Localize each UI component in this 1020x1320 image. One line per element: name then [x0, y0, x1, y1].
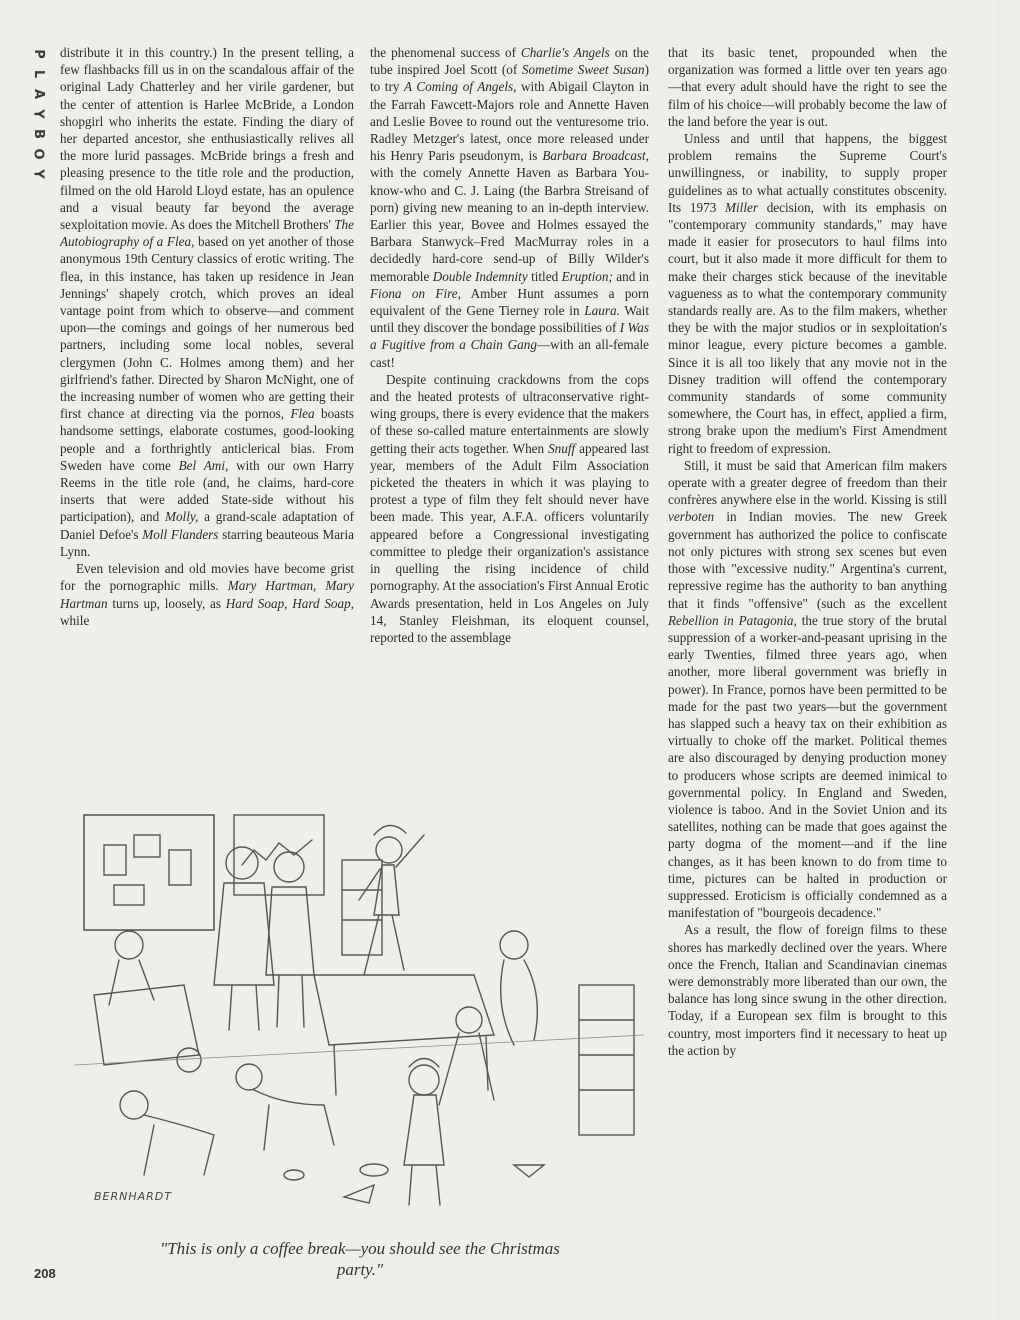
text-column-3 — [668, 44, 947, 1059]
office-party-cartoon — [74, 805, 644, 1220]
text-column-2 — [370, 44, 649, 646]
paragraph: Even television and old movies have become grist for the pornographic mills. Mary Hartman, Mary Hartman turns up, loosely, as Hard Soap, Hard Soap, while — [60, 561, 354, 628]
paragraph: Despite continuing crackdowns from the cops and the heated protests of ultraconservative right-wing groups, there is every evidence that the makers of these so-called mature entertainments are slowly getting their acts together. When Snuff appeared last year, members of the Adult Film Association picketed the theaters in which it was playing to protest a type of film they felt should never have been made. This year, A.F.A. officers voluntarily appeared before a Congressional investigating committee to pledge their organization's assistance in quelling the rising incidence of child pornography. At the association's First Annual Erotic Awards presentation, held in Los Angeles on July 14, Stanley Fleishman, its eloquent counsel, reported to the assemblage — [370, 371, 649, 645]
masthead-letter: A — [31, 88, 46, 100]
masthead-letter: P — [31, 49, 46, 59]
cartoon-caption: "This is only a coffee break—you should see the Christmas party." — [160, 1239, 560, 1279]
text-column-1 — [60, 44, 354, 629]
masthead-letter: Y — [30, 109, 46, 119]
masthead-letter: Y — [30, 169, 46, 179]
paragraph: the phenomenal success of Charlie's Angels on the tube inspired Joel Scott (of Sometime Sweet Susan) to try A Coming of Angels, with Abigail Clayton in the Farrah Fawcett-Majors role and Annette Haven and Leslie Bovee to round out the venturesome trio. Radley Metzger's latest, once more released under his Henry Paris pseudonym, is Barbara Broadcast, with the comely Annette Haven as Barbara You-know-who and C. J. Laing (the Barbra Streisand of porn) giving new meaning to an in-depth interview. Earlier this year, Bovee and Holmes essayed the Barbara Stanwyck–Fred MacMurray roles in a decidedly hard-core send-up of Billy Wilder's memorable Double Indemnity titled Eruption; and in Fiona on Fire, Amber Hunt assumes a porn equivalent of the Gene Tierney role in Laura. Wait until they discover the bondage possibilities of I Was a Fugitive from a Chain Gang—with an all-female cast! — [370, 45, 650, 370]
playboy-masthead — [30, 44, 46, 184]
masthead-letter: L — [30, 69, 46, 79]
paragraph: Unless and until that happens, the biggest problem remains the Supreme Court's unwillingness, or inability, to supply proper guidelines as to what actually constitutes obscenity. Its 1973 Miller decision, with its emphasis on "contemporary community standards," may have made it easier for prosecutors to haul films into court, but it also made it more difficult for them to make their charges stick because of the inevitable vagueness as to what the contemporary community standards really are. As to the film makers, whether they be with the major studios or in sexploitation's minor league, every picture becomes a gamble. Since it is all too likely that any movie not in the Disney tradition will offend the contemporary community standards of some community somewhere, the Court has, in effect, applied a firm, strong brake upon the medium's First Amendment right to freedom of expression. — [668, 131, 948, 456]
paragraph: that its basic tenet, propounded when the organization was formed a little over ten years ago—that every adult should have the right to see the film of his choice—will probably become the law of the land before the year is out. — [668, 45, 947, 129]
paragraph: As a result, the flow of foreign films to these shores has markedly declined over the years. Where once the French, Italian and Scandinavian cinemas were demonstrably more liberated than our own, the balance has long since swung in the other direction. Today, if a European sex film is brought to this country, most importers find it necessary to heat up the action by — [668, 922, 947, 1058]
masthead-letter: B — [30, 129, 46, 139]
paragraph: Still, it must be said that American film makers operate with a greater degree of freedom than their confrères anywhere else in the world. Kissing is still verboten in Indian movies. The new Greek government has authorized the police to confiscate not only pictures with strong sex scenes but even those with "excessive nudity." Argentina's current, repressive regime has the authority to ban anything that it finds "offensive" (such as the excellent Rebellion in Patagonia, the true story of the brutal suppression of a worker-and-peasant uprising in the early Twenties, filmed three years ago, when another, more liberal government was briefly in power). In France, pornos have been permitted to be made for the past two years—but the government has slapped such a heavy tax on their exhibition as virtually to choke off the market. Political themes are also discouraged by denying production money to producers whose scripts are deemed inimical to governmental policy. In England and Sweden, violence is taboo. And in the Soviet Union and its satellites, nothing can be made that goes against the party dogma of the moment—and if the line changes, as it has been known to do from time to time, pictures can be halted in production or suppressed. Eroticism is officially condemned as a manifestation of "bourgeois decadence." — [668, 457, 947, 921]
artist-signature: BERNHARDT — [94, 1190, 172, 1203]
masthead-letter: O — [31, 148, 46, 160]
paragraph: distribute it in this country.) In the present telling, a few flashbacks fill us in on the scandalous affair of the original Lady Chatterley and her virile gardener, but the center of attention is Harlee McBride, a London shopgirl who inherits the estate. Finding the diary of her departed ancestor, she enthusiastically relives all the more lurid passages. McBride brings a fresh and pleasing presence to the title role and the production, filmed on the old Harold Lloyd estate, has an opulence and a visual beauty far beyond the average sexploitation movie. As does the Mitchell Brothers' The Autobiography of a Flea, based on yet another of those anonymous 19th Century classics of erotic writing. The flea, in this instance, has taken up residence in Jean Jennings' shapely crotch, which proves an ideal vantage point from which to observe—and comment upon—the comings and goings of her numerous bed partners, including some local nobles, several clergymen (John C. Holmes among them) and her girlfriend's father. Directed by Sharon McNight, one of the increasing number of women who are getting their first chance at directing via the pornos, Flea boasts handsome settings, elaborate costumes, good-looking people and a forthrightly anticlerical bias. From Sweden have come Bel Ami, with our own Harry Reems in the title role (and, he claims, hard-core inserts that were added State-side without his participation), and Molly, a grand-scale adaptation of Daniel Defoe's Moll Flanders starring beauteous Maria Lynn. — [60, 45, 354, 559]
page-number: 208 — [34, 1266, 56, 1281]
